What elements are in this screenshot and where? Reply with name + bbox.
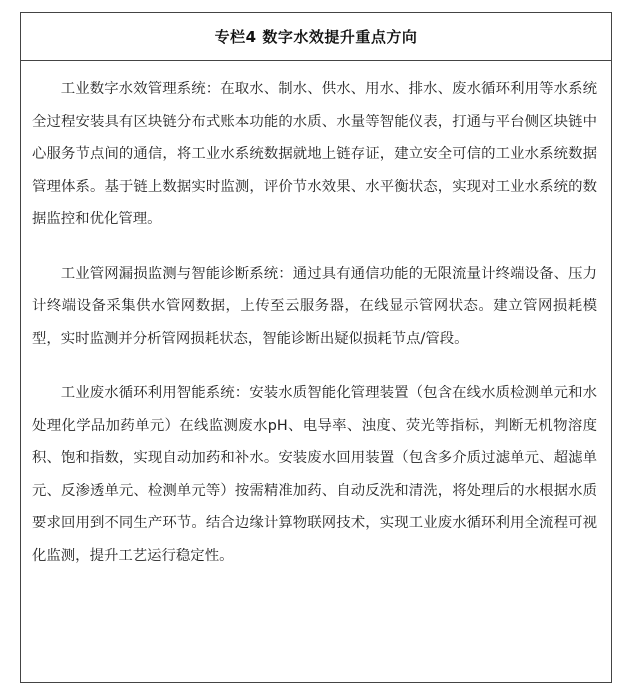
paragraph-water-efficiency-system: 工业数字水效管理系统：在取水、制水、供水、用水、排水、废水循环利用等水系统全过程安装具有区块链分布式账本功能的水质、水量等智能仪表，打通与平台侧区块链中心服务节点间的通信，将工业水系统数据就地上链存证，建立安全可信的工业水系统数据管理体系。基于链上数据实时监测，评价节水效果、水平衡状态，实现对工业水系统的数据监控和优化管理。: [32, 81, 597, 227]
paragraph-pipe-leak-monitoring: 工业管网漏损监测与智能诊断系统：通过具有通信功能的无限流量计终端设备、压力计终端设备采集供水管网数据，上传至云服务器，在线显示管网状态。建立管网损耗模型，实时监测并分析管网损耗状态，智能诊断出疑似损耗节点/管段。: [32, 265, 597, 347]
feature-box: [20, 12, 612, 683]
title-row: [21, 13, 611, 61]
box-title: 专栏4 数字水效提升重点方向: [214, 28, 418, 46]
paragraph-wastewater-recycling: 工业废水循环利用智能系统：安装水质智能化管理装置（包含在线水质检测单元和水处理化学品加药单元）在线监测废水pH、电导率、浊度、荧光等指标，判断无机物溶度积、饱和指数，实现自动加药和补水。安装废水回用装置（包含多介质过滤单元、超滤单元、反渗透单元、检测单元等）按需精准加药、自动反洗和清洗，将处理后的水根据水质要求回用到不同生产环节。结合边缘计算物联网技术，实现工业废水循环利用全流程可视化监测，提升工艺运行稳定性。: [32, 385, 597, 564]
box-body: [21, 61, 611, 572]
